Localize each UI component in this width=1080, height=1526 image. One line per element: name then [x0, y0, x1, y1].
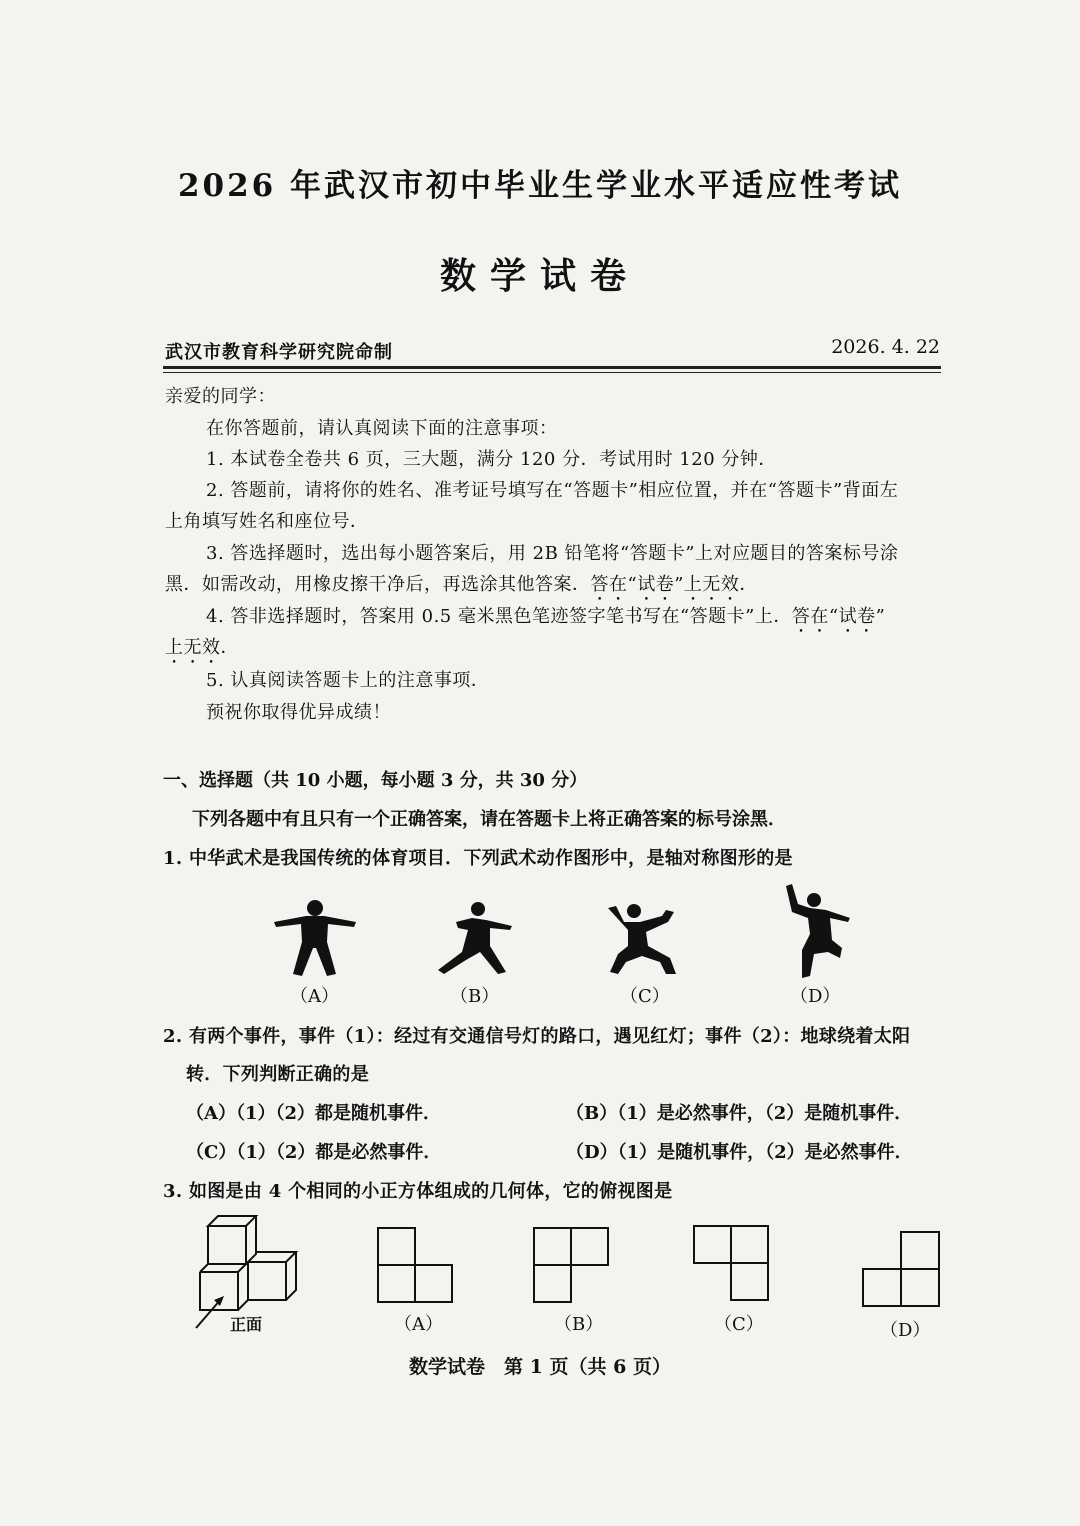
exam-date: 2026. 4. 22 [831, 336, 940, 358]
notice-item-3c-emphasis: 答在“试卷”上无效． [590, 574, 758, 595]
issuer: 武汉市教育科学研究院命制 [165, 342, 393, 363]
greeting: 亲爱的同学： [165, 386, 276, 407]
martial-figure-d [780, 884, 856, 980]
notice-item-3a: 3. 答选择题时，选出每小题答案后，用 2B 铅笔将“答题卡”上对应题目的答案标号涂 [206, 543, 899, 564]
q3-label-a: （A） [394, 1314, 443, 1335]
notice-item-4b: 上无效． [165, 637, 239, 658]
section-1-instruction: 下列各题中有且只有一个正确答案，请在答题卡上将正确答案的标号涂黑． [192, 809, 786, 830]
notice-item-5: 5. 认真阅读答题卡上的注意事项． [206, 670, 490, 691]
q3-label-c: （C） [714, 1314, 764, 1335]
notice-item-3b: 黑．如需改动，用橡皮擦干净后，再选涂其他答案．答在“试卷”上无效． [165, 574, 758, 595]
q3-view-c [692, 1224, 770, 1304]
exam-subtitle: 数学试卷 [439, 255, 640, 297]
notice-item-2b: 上角填写姓名和座位号． [165, 511, 369, 532]
martial-figure-b [436, 900, 516, 976]
header-rule-thick [163, 366, 941, 369]
notice-intro: 在你答题前，请认真阅读下面的注意事项： [206, 418, 558, 439]
notice-wish: 预祝你取得优异成绩！ [206, 702, 391, 723]
notice-item-2a: 2. 答题前，请将你的姓名、准考证号填写在“答题卡”相应位置，并在“答题卡”背面左 [206, 480, 899, 501]
header-rule-thin [163, 372, 941, 373]
q3-label-b: （B） [554, 1314, 604, 1335]
q3-view-a [376, 1226, 454, 1306]
q2-stem-a: 2. 有两个事件，事件（1）：经过有交通信号灯的路口，遇见红灯；事件（2）：地球绕着太阳 [163, 1026, 911, 1047]
q1-label-d: （D） [790, 986, 841, 1007]
q3-front-label: 正面 [230, 1315, 263, 1334]
q2-option-a: （A）（1）（2）都是随机事件． [186, 1103, 442, 1124]
exam-title: 2026 年武汉市初中毕业生学业水平适应性考试 [177, 168, 903, 204]
q1-stem: 1. 中华武术是我国传统的体育项目．下列武术动作图形中，是轴对称图形的是 [163, 848, 793, 869]
q2-option-c: （C）（1）（2）都是必然事件． [186, 1142, 442, 1163]
q1-label-b: （B） [450, 986, 500, 1007]
page-footer: 数学试卷 第 1 页（共 6 页） [409, 1356, 671, 1378]
q3-view-d [860, 1230, 942, 1310]
notice-item-4a: 4. 答非选择题时，答案用 0.5 毫米黑色笔迹签字笔书写在“答题卡”上．答在“试卷” [206, 606, 886, 627]
martial-figure-a [272, 896, 358, 978]
q2-option-d: （D）（1）是随机事件，（2）是必然事件． [566, 1142, 913, 1163]
martial-figure-c [604, 902, 680, 976]
q2-option-b: （B）（1）是必然事件，（2）是随机事件． [566, 1103, 913, 1124]
section-1-heading: 一、选择题（共 10 小题，每小题 3 分，共 30 分） [163, 770, 588, 791]
q3-view-b [532, 1226, 610, 1306]
notice-item-4a-emphasis: 答在“试卷” [791, 606, 886, 627]
q3-label-d: （D） [880, 1320, 931, 1341]
q1-label-c: （C） [620, 986, 670, 1007]
notice-item-1: 1. 本试卷全卷共 6 页，三大题，满分 120 分．考试用时 120 分钟． [206, 449, 777, 470]
q3-stem: 3. 如图是由 4 个相同的小正方体组成的几何体，它的俯视图是 [163, 1181, 673, 1202]
q1-label-a: （A） [290, 986, 339, 1007]
q2-stem-b: 转．下列判断正确的是 [186, 1064, 369, 1085]
